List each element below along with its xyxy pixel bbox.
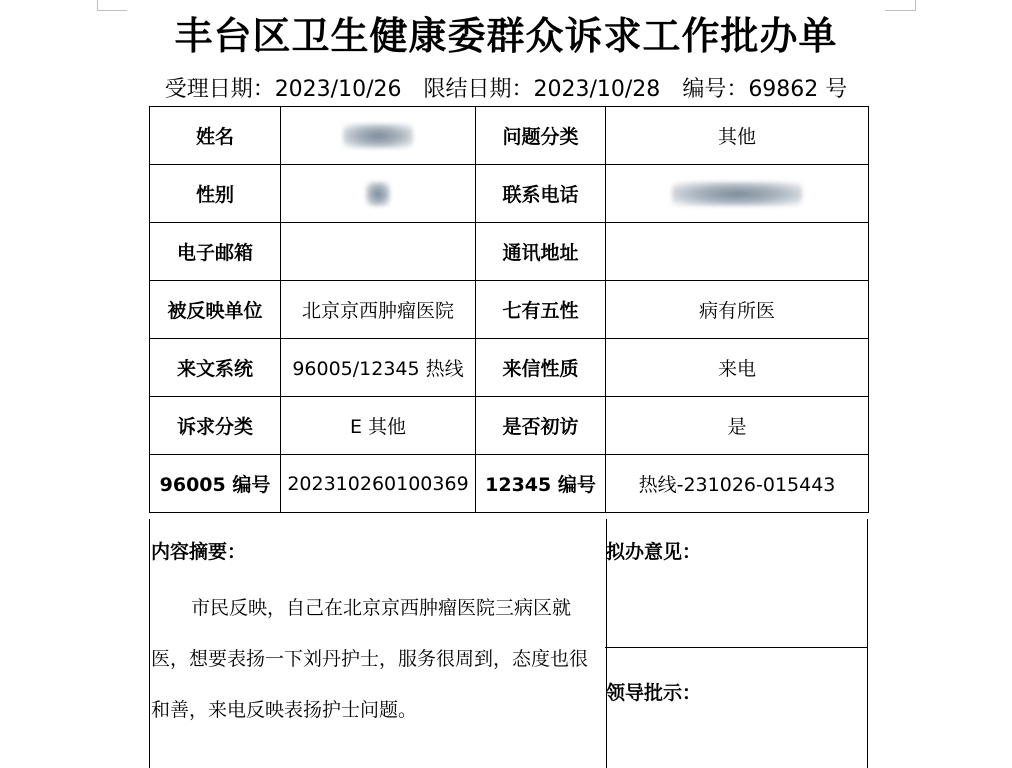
email-value xyxy=(281,223,476,281)
source-system-value: 96005/12345 热线 xyxy=(281,339,476,397)
category-value: 其他 xyxy=(606,107,869,165)
label-source-system: 来文系统 xyxy=(150,339,281,397)
qiyou-wuxing-value: 病有所医 xyxy=(606,281,869,339)
leader-label: 领导批示： xyxy=(606,682,702,704)
table-row xyxy=(150,455,869,513)
appeal-category-value: E 其他 xyxy=(281,397,476,455)
summary-text: 市民反映，自己在北京京西肿瘤医院三病区就医，想要表扬一下刘丹护士，服务很周到，态度也很和善，来电反映表扬护士问题。 xyxy=(151,597,589,721)
label-address: 通讯地址 xyxy=(476,223,606,281)
lower-section xyxy=(149,519,868,768)
form-table xyxy=(149,106,869,513)
table-row xyxy=(150,397,869,455)
opinion-cell xyxy=(605,519,868,768)
label-category: 问题分类 xyxy=(476,107,606,165)
summary-label: 内容摘要： xyxy=(151,541,247,563)
meta-line xyxy=(0,72,1012,108)
label-gender: 性别 xyxy=(150,165,281,223)
address-value xyxy=(606,223,869,281)
name-value-redacted xyxy=(281,107,476,165)
label-letter-type: 来信性质 xyxy=(476,339,606,397)
document-title: 丰台区卫生健康委群众诉求工作批办单 xyxy=(174,14,838,58)
first-visit-value: 是 xyxy=(606,397,869,455)
label-qiyou-wuxing: 七有五性 xyxy=(476,281,606,339)
deadline-date: 限结日期：2023/10/28 xyxy=(423,77,661,102)
phone-value-redacted xyxy=(606,165,869,223)
table-row xyxy=(150,281,869,339)
table-row xyxy=(150,339,869,397)
reported-unit-value: 北京京西肿瘤医院 xyxy=(281,281,476,339)
opinion-label: 拟办意见： xyxy=(606,541,702,563)
letter-type-value: 来电 xyxy=(606,339,869,397)
accept-date: 受理日期：2023/10/26 xyxy=(164,77,402,102)
label-appeal-category: 诉求分类 xyxy=(150,397,281,455)
table-row xyxy=(150,107,869,165)
serial-number: 编号：69862 号 xyxy=(682,77,848,102)
label-first-visit: 是否初访 xyxy=(476,397,606,455)
label-phone: 联系电话 xyxy=(476,165,606,223)
label-reported-unit: 被反映单位 xyxy=(150,281,281,339)
gender-value-redacted xyxy=(281,165,476,223)
12345-number-value: 热线-231026-015443 xyxy=(606,455,869,513)
label-email: 电子邮箱 xyxy=(150,223,281,281)
label-name: 姓名 xyxy=(150,107,281,165)
table-row xyxy=(150,165,869,223)
label-12345-number: 12345 编号 xyxy=(476,455,606,513)
96005-number-value: 202310260100369 xyxy=(281,455,476,513)
summary-cell xyxy=(149,519,607,768)
label-96005-number: 96005 编号 xyxy=(150,455,281,513)
table-row xyxy=(150,223,869,281)
cell-divider xyxy=(605,647,867,648)
